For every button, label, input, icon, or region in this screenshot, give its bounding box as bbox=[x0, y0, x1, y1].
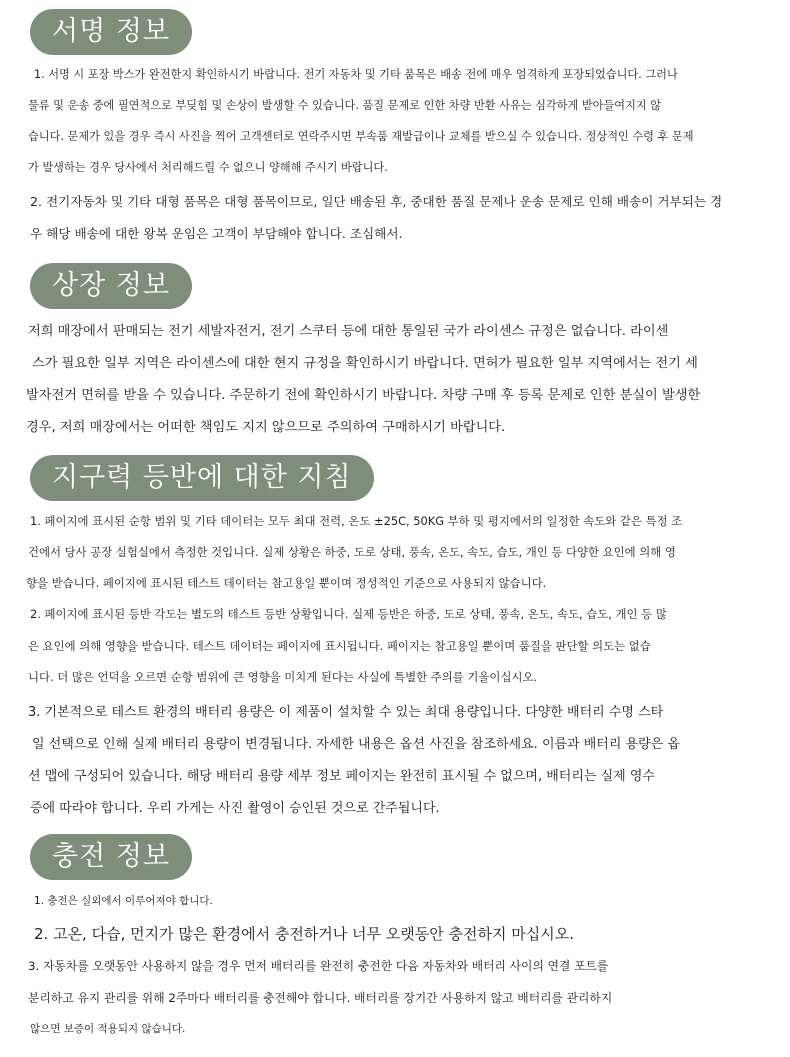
paragraph-line: 스가 필요한 일부 지역은 라이센스에 대한 현지 규정을 확인하시기 바랍니다. 면허가 필요한 일부 지역에서는 전기 세 bbox=[32, 356, 698, 371]
paragraph-line: 1. 서명 시 포장 박스가 완전한지 확인하시기 바랍니다. 전기 자동차 및 기타 품목은 배송 전에 매우 엄격하게 포장되었습니다. 그러나 bbox=[34, 68, 678, 81]
paragraph-line: 분리하고 유지 관리를 위해 2주마다 배터리를 충전해야 합니다. 배터리를 장기간 사용하지 않고 배터리를 관리하지 bbox=[28, 991, 613, 1005]
paragraph-line: 일 선택으로 인해 실제 배터리 용량이 변경됩니다. 자세한 내용은 옵션 사진을 참조하세요. 이름과 배터리 용량은 옵 bbox=[32, 737, 680, 752]
section-title-signature: 서명 정보 bbox=[30, 9, 192, 55]
paragraph-line: 1. 충전은 실외에서 이루어져야 합니다. bbox=[34, 895, 213, 907]
paragraph-line: 은 요인에 의해 영향을 받습니다. 테스트 데이터는 페이지에 표시됩니다. 페이지는 참고용일 뿐이며 품질을 판단할 의도는 없습 bbox=[28, 639, 651, 653]
paragraph-line: 우 해당 배송에 대한 왕복 운임은 고객이 부담해야 합니다. 조심해서. bbox=[30, 226, 403, 241]
paragraph-line: 2. 고온, 다습, 먼지가 많은 환경에서 충전하거나 너무 오랫동안 충전하지 마십시오. bbox=[34, 925, 574, 943]
paragraph-line: 향을 받습니다. 페이지에 표시된 테스트 데이터는 참고용일 뿐이며 정성적인 기준으로 사용되지 않습니다. bbox=[26, 576, 547, 590]
section-title-charging: 충전 정보 bbox=[30, 834, 192, 880]
paragraph-line: 물류 및 운송 중에 필연적으로 부딪힘 및 손상이 발생할 수 있습니다. 품질 문제로 인한 차량 반환 사유는 심각하게 받아들여지지 않 bbox=[28, 99, 662, 112]
paragraph-line: 1. 페이지에 표시된 순항 범위 및 기타 데이터는 모두 최대 전력, 온도 ±25C, 50KG 부하 및 평지에서의 일정한 속도와 같은 특정 조 bbox=[30, 514, 683, 528]
paragraph-line: 2. 페이지에 표시된 등반 각도는 별도의 테스트 등반 상황입니다. 실제 등반은 하중, 도로 상태, 풍속, 온도, 속도, 습도, 개인 등 많 bbox=[30, 607, 667, 621]
paragraph-line: 저희 매장에서 판매되는 전기 세발자전거, 전기 스쿠터 등에 대한 통일된 국가 라이센스 규정은 없습니다. 라이센 bbox=[28, 324, 669, 339]
section-title-endurance: 지구력 등반에 대한 지침 bbox=[30, 455, 374, 501]
paragraph-line: 2. 전기자동차 및 기타 대형 품목은 대형 품목이므로, 일단 배송된 후, 중대한 품질 문제나 운송 문제로 인해 배송이 거부되는 경 bbox=[30, 194, 723, 209]
paragraph-line: 3. 기본적으로 테스트 환경의 배터리 용량은 이 제품이 설치할 수 있는 최대 용량입니다. 다양한 배터리 수명 스타 bbox=[28, 705, 664, 720]
paragraph-line: 건에서 당사 공장 실험실에서 측정한 것입니다. 실제 상황은 하중, 도로 상태, 풍속, 온도, 속도, 습도, 개인 등 다양한 요인에 의해 영 bbox=[28, 545, 676, 559]
paragraph-line: 니다. 더 많은 언덕을 오르면 순항 범위에 큰 영향을 미치게 된다는 사실에 특별한 주의를 기울이십시오. bbox=[28, 670, 538, 684]
paragraph-line: 증에 따라야 합니다. 우리 가게는 사진 촬영이 승인된 것으로 간주됩니다. bbox=[30, 801, 440, 816]
paragraph-line: 3. 자동차를 오랫동안 사용하지 않을 경우 먼저 배터리를 완전히 충전한 다음 자동차와 배터리 사이의 연결 포트를 bbox=[28, 959, 609, 973]
paragraph-line: 션 맵에 구성되어 있습니다. 해당 배터리 용량 세부 정보 페이지는 완전히 표시될 수 없으며, 배터리는 실제 영수 bbox=[28, 769, 655, 784]
paragraph-line: 경우, 저희 매장에서는 어떠한 책임도 지지 않으므로 주의하여 구매하시기 바랍니다. bbox=[26, 420, 506, 435]
paragraph-line: 습니다. 문제가 있을 경우 즉시 사진을 찍어 고객센터로 연락주시면 부속품 재발급이나 교체를 받으실 수 있습니다. 정상적인 수령 후 문제 bbox=[28, 130, 694, 143]
paragraph-line: 가 발생하는 경우 당사에서 처리해드릴 수 없으니 양해해 주시기 바랍니다. bbox=[28, 161, 388, 174]
section-title-license: 상장 정보 bbox=[30, 263, 192, 309]
paragraph-line: 발자전거 면허를 받을 수 있습니다. 주문하기 전에 확인하시기 바랍니다. 차량 구매 후 등록 문제로 인한 분실이 발생한 bbox=[26, 388, 701, 403]
paragraph-line: 않으면 보증이 적용되지 않습니다. bbox=[30, 1023, 186, 1035]
